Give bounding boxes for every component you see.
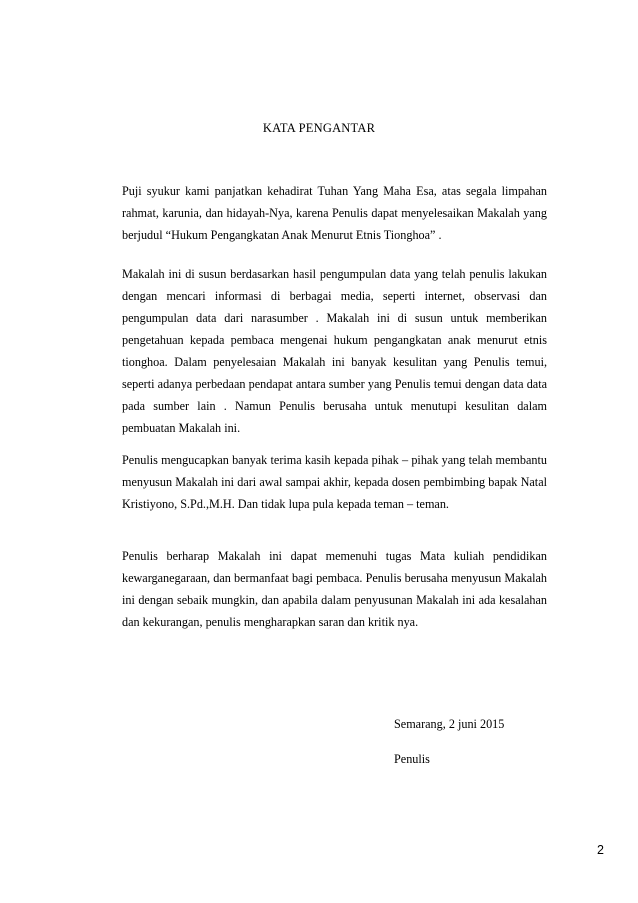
paragraph-2: Makalah ini di susun berdasarkan hasil pengumpulan data yang telah penulis lakukan dengan mencari informasi di berbagai media, seperti internet, observasi dan pengumpulan data dari narasumber . Makalah ini di susun untuk memberikan pengetahuan kepada pembaca mengenai hukum pengangkatan anak menurut etnis tionghoa. Dalam penyelesaian Makalah ini banyak kesulitan yang Penulis temui, seperti adanya perbedaan pendapat antara sumber yang Penulis temui dengan data data pada sumber lain . Namun Penulis berusaha untuk menutupi kesulitan dalam pembuatan Makalah ini. <box>122 267 547 435</box>
signature-author: Penulis <box>394 752 430 766</box>
paragraph-4: Penulis berharap Makalah ini dapat memenuhi tugas Mata kuliah pendidikan kewarganegaraan, dan bermanfaat bagi pembaca. Penulis berusaha menyusun Makalah ini dengan sebaik mungkin, dan apabila dalam penyusunan Makalah ini ada kesalahan dan kekurangan, penulis mengharapkan saran dan kritik nya. <box>122 549 547 629</box>
page-title: KATA PENGANTAR <box>262 121 376 135</box>
signature-place-date: Semarang, 2 juni 2015 <box>394 717 505 731</box>
page-number: 2 <box>597 843 604 857</box>
paragraph-1: Puji syukur kami panjatkan kehadirat Tuhan Yang Maha Esa, atas segala limpahan rahmat, karunia, dan hidayah-Nya, karena Penulis dapat menyelesaikan Makalah yang berjudul “Hukum Pengangkatan Anak Menurut Etnis Tionghoa” . <box>122 184 547 242</box>
paragraph-3: Penulis mengucapkan banyak terima kasih kepada pihak – pihak yang telah membantu menyusun Makalah ini dari awal sampai akhir, kepada dosen pembimbing bapak Natal Kristiyono, S.Pd.,M.H. Dan tidak lupa pula kepada teman – teman. <box>122 453 547 511</box>
